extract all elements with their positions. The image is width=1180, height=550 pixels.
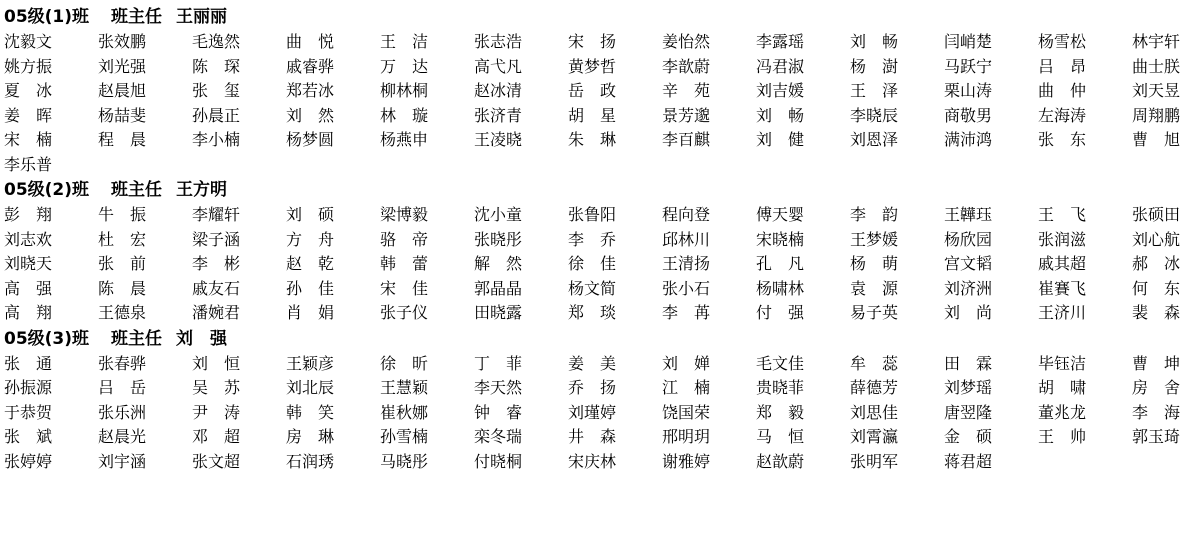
- student-name: 赵晨旭: [98, 81, 147, 100]
- student-name: 田晓露: [474, 303, 523, 322]
- student-name: 杨 萌: [850, 254, 899, 273]
- student-name: 付 强: [756, 303, 805, 322]
- student-name: 孙振源: [4, 378, 53, 397]
- student-name: 刘 恒: [192, 353, 241, 373]
- student-name: 李耀轩: [192, 205, 241, 224]
- student-name: 曹 坤: [1132, 353, 1180, 373]
- student-name: 高弋凡: [474, 56, 523, 76]
- student-name: 陈 晨: [98, 278, 147, 298]
- student-name: 姜 晖: [4, 105, 53, 125]
- student-name: 王清扬: [662, 254, 711, 273]
- student-name: 肖 娟: [286, 303, 335, 322]
- student-name: 徐 昕: [380, 353, 429, 373]
- student-name: 杨欣园: [944, 229, 993, 249]
- student-name: 刘北辰: [286, 378, 335, 397]
- student-name: 张子仪: [380, 303, 429, 322]
- student-name: 潘婉君: [192, 303, 241, 322]
- student-name: 郝 冰: [1132, 254, 1180, 273]
- student-name: 张 东: [1038, 130, 1087, 149]
- student-name: 张志浩: [474, 32, 523, 51]
- student-name: 赵 乾: [286, 254, 335, 273]
- student-name: 张小石: [662, 278, 711, 298]
- student-name: 戚其超: [1038, 254, 1087, 273]
- student-name: 朱 琳: [568, 130, 617, 149]
- student-name: 陈 琛: [192, 56, 241, 76]
- student-name: 刘 尚: [944, 303, 993, 322]
- student-name: 商敬男: [944, 105, 993, 125]
- student-name: 吕 昂: [1038, 56, 1087, 76]
- student-name: 邢明玥: [662, 427, 711, 446]
- student-name: 沈毅文: [4, 32, 53, 51]
- student-name: 宋 楠: [4, 130, 53, 149]
- student-name: 林宇轩: [1132, 32, 1180, 51]
- student-name: 张 斌: [4, 427, 53, 446]
- student-name: 张文超: [192, 451, 241, 471]
- student-name: 李乐普: [4, 154, 53, 174]
- teacher-name: 王丽丽: [176, 7, 228, 27]
- student-name: 杨啸林: [756, 278, 805, 298]
- student-name: 景芳邈: [662, 105, 711, 125]
- student-name: 毕钰洁: [1038, 353, 1087, 373]
- student-name: 崔秋娜: [380, 402, 429, 422]
- student-name: 黄梦哲: [568, 56, 617, 76]
- student-name: 刘心航: [1132, 229, 1180, 249]
- student-name: 袁 源: [850, 278, 899, 298]
- student-name: 方 舟: [286, 229, 335, 249]
- student-name: 张润滋: [1038, 229, 1087, 249]
- student-name: 栗山涛: [944, 81, 993, 100]
- student-name: 金 硕: [944, 427, 993, 446]
- student-name: 井 森: [568, 427, 617, 446]
- student-name: 宋 扬: [568, 32, 617, 51]
- student-name: 王凌晓: [474, 130, 523, 149]
- class-header: [4, 4, 1113, 30]
- student-name: 宋晓楠: [756, 229, 805, 249]
- student-name: 刘晓天: [4, 254, 53, 273]
- student-name: 江 楠: [662, 378, 711, 397]
- class-block: [4, 4, 1180, 177]
- teacher-role-label: 班主任: [111, 180, 163, 200]
- student-name: 冯君淑: [756, 56, 805, 76]
- class-header: [4, 326, 1113, 352]
- student-name: 马 恒: [756, 427, 805, 446]
- student-name: 钟 睿: [474, 402, 523, 422]
- student-name: 王德泉: [98, 303, 147, 322]
- student-name: 王 帅: [1038, 427, 1087, 446]
- student-name: 夏 冰: [4, 81, 53, 100]
- student-name: 曲 仲: [1038, 81, 1087, 100]
- student-name: 张济青: [474, 105, 523, 125]
- student-name: 刘济洲: [944, 278, 993, 298]
- student-name: 戚友石: [192, 278, 241, 298]
- student-name: 宋 佳: [380, 278, 429, 298]
- class-title: 05级(3)班: [4, 328, 90, 349]
- student-name: 高 翔: [4, 303, 53, 322]
- student-name: 曲士朕: [1132, 56, 1180, 76]
- student-name: 周翔鹏: [1132, 105, 1180, 125]
- student-name: 杨文简: [568, 278, 617, 298]
- student-name: 万 达: [380, 56, 429, 76]
- student-name: 董兆龙: [1038, 402, 1087, 422]
- student-name: 张硕田: [1132, 205, 1180, 224]
- student-name: 刘 健: [756, 130, 805, 149]
- student-name: 马晓彤: [380, 451, 429, 471]
- student-name: 郑 毅: [756, 402, 805, 422]
- student-name: 毛文佳: [756, 353, 805, 373]
- student-name: 程向登: [662, 205, 711, 224]
- student-name: 刘志欢: [4, 229, 53, 249]
- student-name: 傅天婴: [756, 205, 805, 224]
- teacher-name: 王方明: [176, 180, 228, 200]
- student-name: 姚方振: [4, 56, 53, 76]
- student-name: 沈小童: [474, 205, 523, 224]
- student-name: 李小楠: [192, 130, 241, 149]
- student-name: 张春骅: [98, 353, 147, 373]
- student-name: 丁 菲: [474, 353, 523, 373]
- student-name: 宋庆林: [568, 451, 617, 471]
- student-name: 李 海: [1132, 402, 1180, 422]
- student-name: 何 东: [1132, 278, 1180, 298]
- student-name: 柳林桐: [380, 81, 429, 100]
- student-name: 郑若冰: [286, 81, 335, 100]
- student-name: 张乐洲: [98, 402, 147, 422]
- student-name: 李歆蔚: [662, 56, 711, 76]
- student-name: 刘 硕: [286, 205, 335, 224]
- student-grid: [4, 352, 1180, 475]
- student-name: 刘思佳: [850, 402, 899, 422]
- class-title: 05级(1)班: [4, 7, 90, 27]
- student-name: 毛逸然: [192, 32, 241, 51]
- student-name: 张 玺: [192, 81, 241, 100]
- student-name: 孔 凡: [756, 254, 805, 273]
- student-name: 孙雪楠: [380, 427, 429, 446]
- student-name: 赵冰清: [474, 81, 523, 100]
- student-name: 王 飞: [1038, 205, 1087, 224]
- student-name: 牛 振: [98, 205, 147, 224]
- student-name: 彭 翔: [4, 205, 53, 224]
- student-name: 张 前: [98, 254, 147, 273]
- student-name: 张婷婷: [4, 451, 53, 471]
- student-name: 房 琳: [286, 427, 335, 446]
- student-name: 韩 蕾: [380, 254, 429, 273]
- student-name: 岳 政: [568, 81, 617, 100]
- student-name: 张晓彤: [474, 229, 523, 249]
- student-name: 高 强: [4, 278, 53, 298]
- student-name: 房 舍: [1132, 378, 1180, 397]
- student-name: 梁子涵: [192, 229, 241, 249]
- student-name: 石润琇: [286, 451, 335, 471]
- student-name: 刘 畅: [756, 105, 805, 125]
- student-name: 马跃宁: [944, 56, 993, 76]
- class-block: [4, 177, 1180, 326]
- student-name: 牟 蕊: [850, 353, 899, 373]
- student-name: 刘宇涵: [98, 451, 147, 471]
- student-grid: [4, 30, 1180, 177]
- class-block: [4, 326, 1180, 475]
- student-name: 刘瑾婷: [568, 402, 617, 422]
- student-name: 饶国荣: [662, 402, 711, 422]
- student-name: 李露瑶: [756, 32, 805, 51]
- student-name: 戚睿骅: [286, 56, 335, 76]
- student-name: 张效鹏: [98, 32, 147, 51]
- student-name: 张 通: [4, 353, 53, 373]
- student-name: 易子英: [850, 303, 899, 322]
- student-name: 崔賽飞: [1038, 278, 1087, 298]
- student-name: 栾冬瑞: [474, 427, 523, 446]
- student-name: 乔 扬: [568, 378, 617, 397]
- student-name: 王慧颖: [380, 378, 429, 397]
- student-name: 刘天昱: [1132, 81, 1180, 100]
- teacher-role-label: 班主任: [111, 328, 163, 349]
- student-name: 李 彬: [192, 254, 241, 273]
- student-name: 赵歆蔚: [756, 451, 805, 471]
- student-name: 林 璇: [380, 105, 429, 125]
- student-name: 杨 澍: [850, 56, 899, 76]
- student-name: 姜 美: [568, 353, 617, 373]
- student-name: 杨梦圆: [286, 130, 335, 149]
- student-grid: [4, 203, 1180, 326]
- student-name: 曲 悦: [286, 32, 335, 51]
- student-name: 满沛鸿: [944, 130, 993, 149]
- student-name: 孙 佳: [286, 278, 335, 298]
- student-name: 王梦媛: [850, 229, 899, 249]
- student-name: 刘梦瑶: [944, 378, 993, 397]
- student-name: 刘光强: [98, 56, 147, 76]
- student-name: 王韡珏: [944, 205, 993, 224]
- student-name: 刘 婵: [662, 353, 711, 373]
- class-header: [4, 177, 1113, 203]
- student-name: 孙晨正: [192, 105, 241, 125]
- student-name: 程 晨: [98, 130, 147, 149]
- student-name: 李百麒: [662, 130, 711, 149]
- student-name: 邱林川: [662, 229, 711, 249]
- student-name: 吴 苏: [192, 378, 241, 397]
- student-name: 杨燕申: [380, 130, 429, 149]
- student-name: 骆 帝: [380, 229, 429, 249]
- student-name: 李 乔: [568, 229, 617, 249]
- student-name: 杜 宏: [98, 229, 147, 249]
- student-name: 王济川: [1038, 303, 1087, 322]
- student-name: 闫峭楚: [944, 32, 993, 51]
- student-name: 曹 旭: [1132, 130, 1180, 149]
- student-name: 薛德芳: [850, 378, 899, 397]
- student-name: 李晓辰: [850, 105, 899, 125]
- student-name: 贵晓菲: [756, 378, 805, 397]
- student-name: 杨雪松: [1038, 32, 1087, 51]
- student-name: 李 韵: [850, 205, 899, 224]
- student-name: 张明军: [850, 451, 899, 471]
- student-name: 郑 琰: [568, 303, 617, 322]
- student-name: 付晓桐: [474, 451, 523, 471]
- student-name: 郭晶晶: [474, 278, 523, 298]
- student-name: 胡 星: [568, 105, 617, 125]
- student-name: 刘恩泽: [850, 130, 899, 149]
- student-name: 杨喆斐: [98, 105, 147, 125]
- class-title: 05级(2)班: [4, 180, 90, 200]
- student-name: 郭玉琦: [1132, 427, 1180, 446]
- student-name: 左海涛: [1038, 105, 1087, 125]
- student-name: 裴 森: [1132, 303, 1180, 322]
- student-name: 韩 笑: [286, 402, 335, 422]
- student-name: 张鲁阳: [568, 205, 617, 224]
- student-name: 姜怡然: [662, 32, 711, 51]
- student-name: 赵晨光: [98, 427, 147, 446]
- student-name: 邓 超: [192, 427, 241, 446]
- student-name: 刘吉媛: [756, 81, 805, 100]
- student-name: 徐 佳: [568, 254, 617, 273]
- student-name: 尹 涛: [192, 402, 241, 422]
- student-name: 胡 啸: [1038, 378, 1087, 397]
- student-name: 李 苒: [662, 303, 711, 322]
- student-name: 于恭贺: [4, 402, 53, 422]
- student-name: 李天然: [474, 378, 523, 397]
- student-name: 田 霖: [944, 353, 993, 373]
- teacher-name: 刘 强: [176, 328, 228, 349]
- student-name: 蒋君超: [944, 451, 993, 471]
- student-name: 王 洁: [380, 32, 429, 51]
- student-name: 唐翌隆: [944, 402, 993, 422]
- student-name: 梁博毅: [380, 205, 429, 224]
- student-name: 王 泽: [850, 81, 899, 100]
- student-name: 谢雅婷: [662, 451, 711, 471]
- student-name: 吕 岳: [98, 378, 147, 397]
- student-name: 辛 苑: [662, 81, 711, 100]
- student-name: 刘 畅: [850, 32, 899, 51]
- teacher-role-label: 班主任: [111, 7, 163, 27]
- student-name: 刘霄瀛: [850, 427, 899, 446]
- student-name: 宫文韬: [944, 254, 993, 273]
- student-name: 刘 然: [286, 105, 335, 125]
- student-name: 解 然: [474, 254, 523, 273]
- student-name: 王颖彦: [286, 353, 335, 373]
